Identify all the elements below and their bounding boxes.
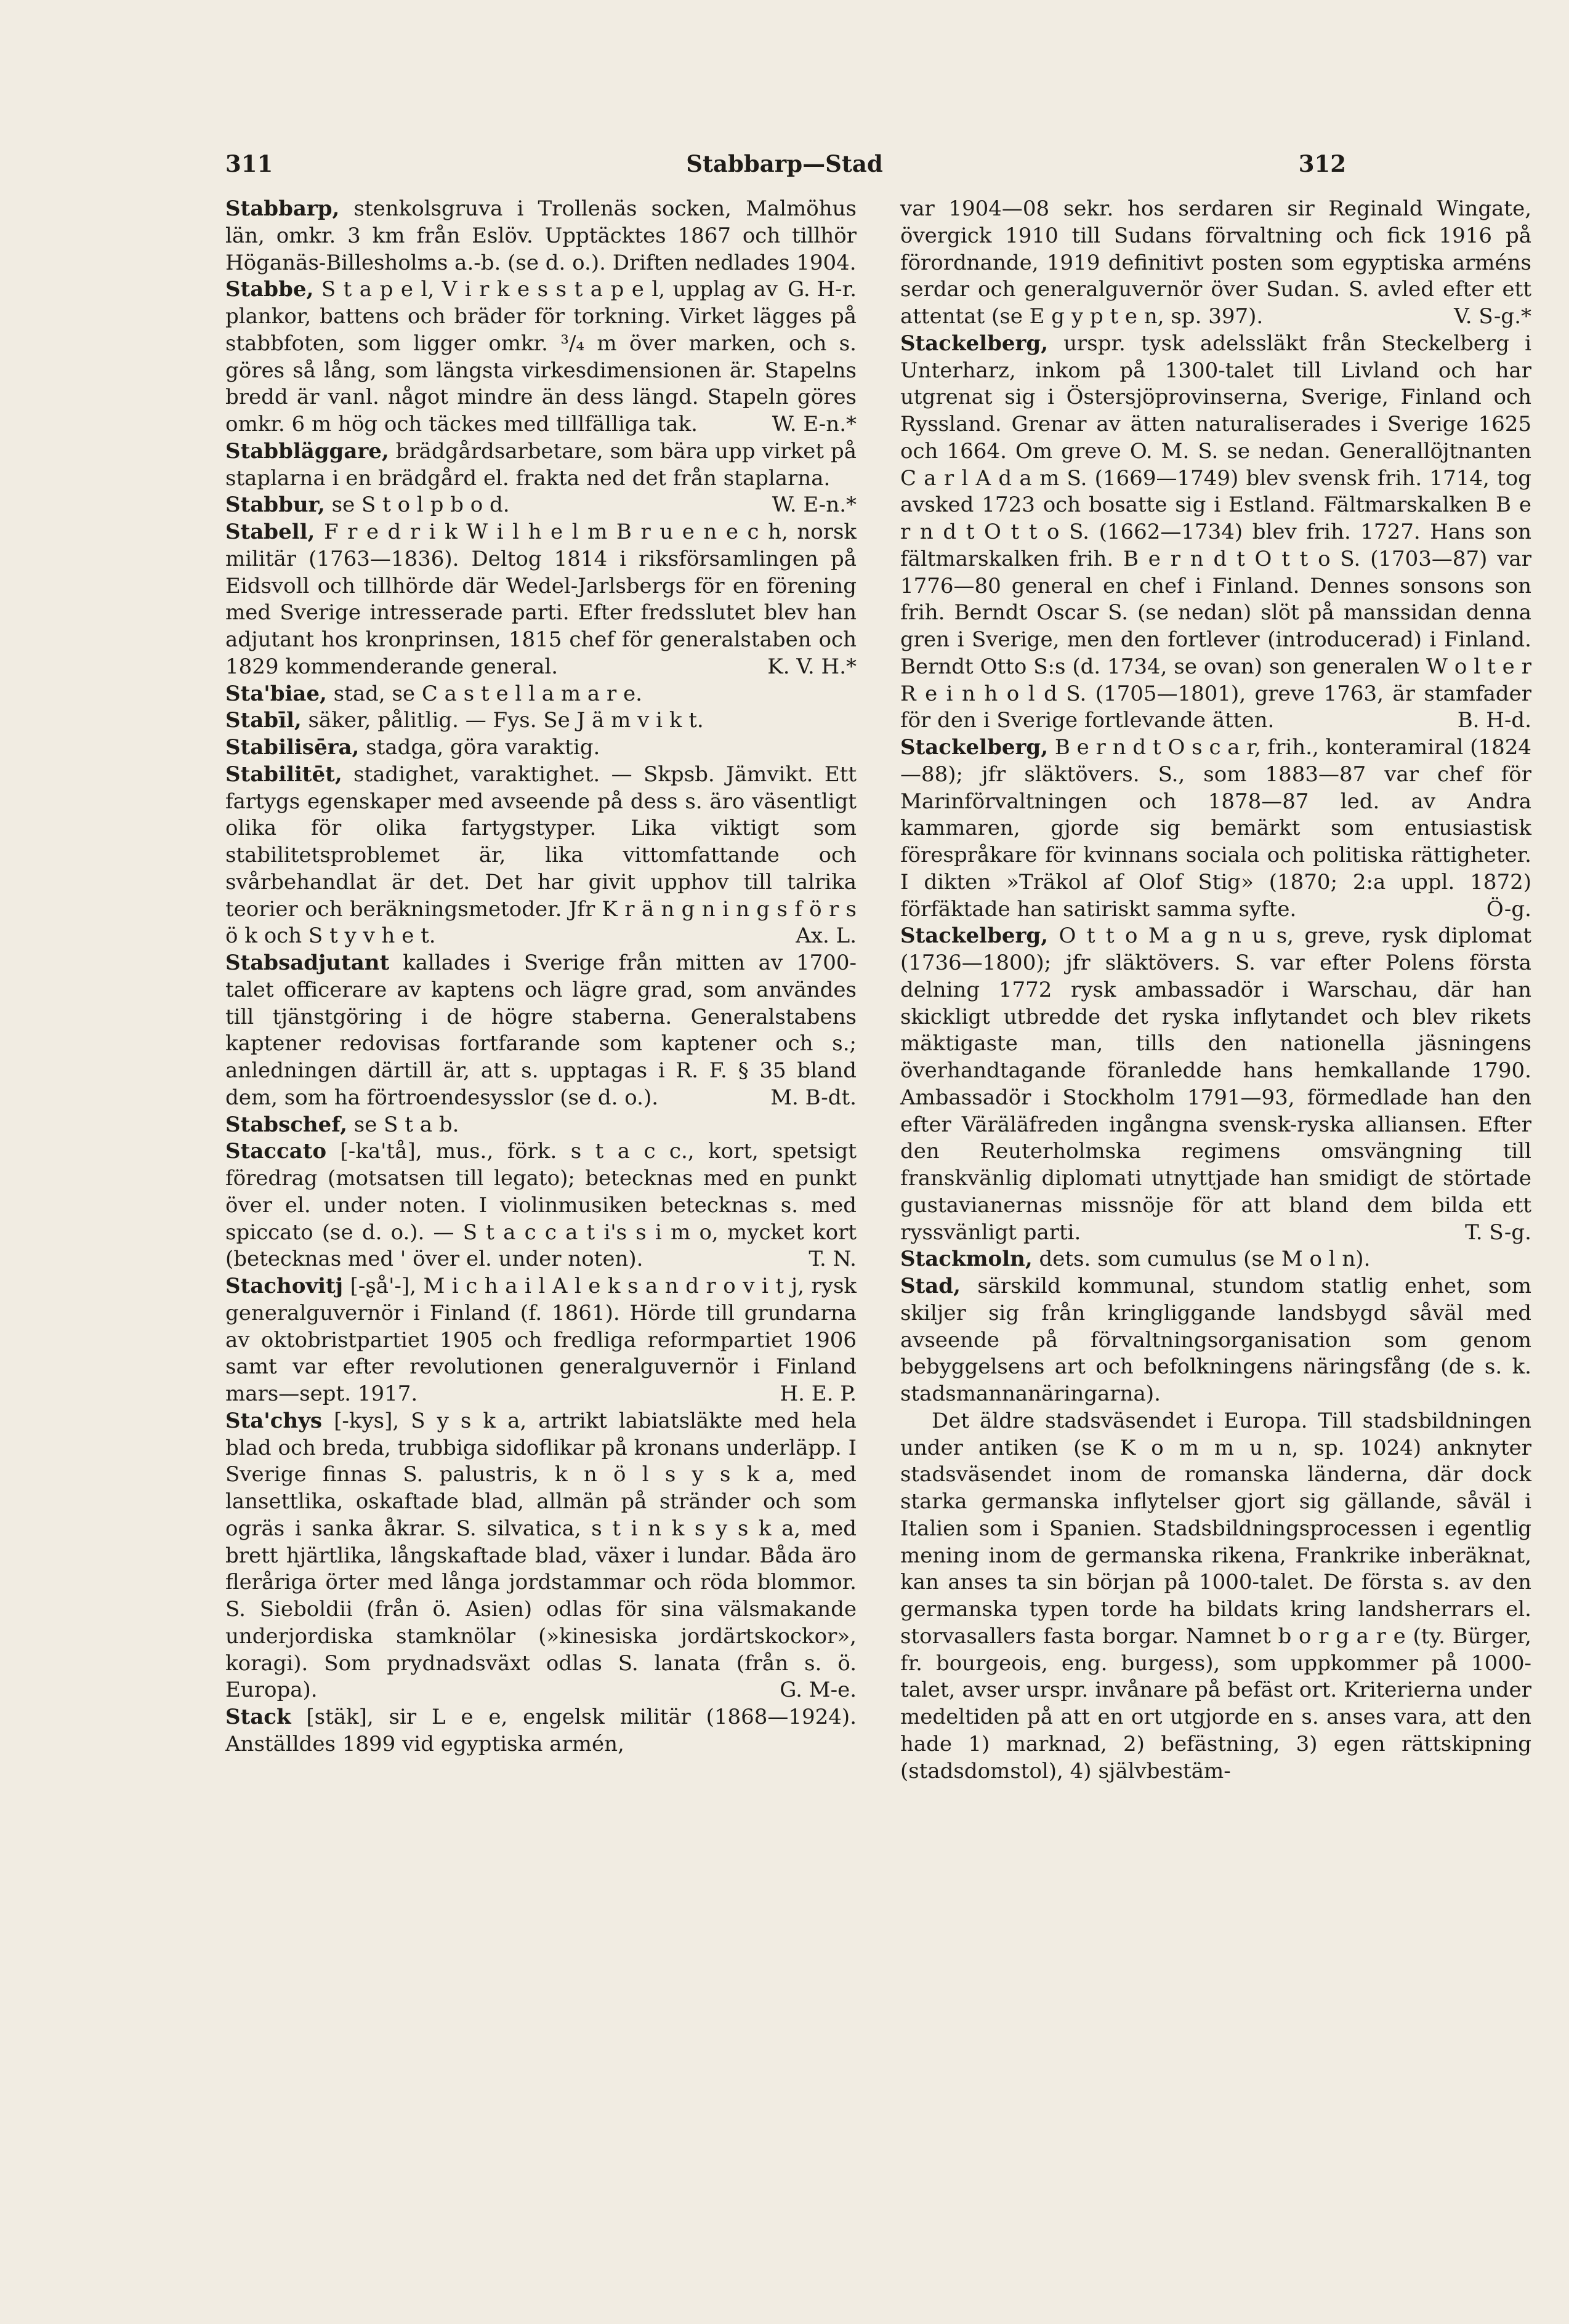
entry-stabsadjutant: Stabsadjutant kallades i Sverige från mitten av 1700-talet officerare av kaptens och lägre grad, som användes till tjänstgöring i de högre staberna. Generalstabens kaptener redovisas fortfarande som kaptener och s.; anledningen därtill är, att s. upptagas i R. F. § 35 bland dem, som ha förtroendesysslor (se d. o.). M. B-dt. [225, 951, 857, 1110]
entry-staccato: Staccato [-ka'tå], mus., förk. s t a c c., kort, spetsigt föredrag (motsatsen till legato); betecknas med en punkt över el. under noten. I violinmusiken betecknas s. med spiccato (se d. o.). — S t a c c a t i's s i m o, mycket kort (betecknas med ' över el. under noten). T. N. [225, 1139, 857, 1272]
entry-stackelberg-family: Stackelberg, urspr. tysk adelssläkt från Steckelberg i Unterharz, inkom på 1300-talet till Livland och har utgrenat sig i Östersjöprovinserna, Sverige, Finland och Ryssland. Grenar av ätten naturaliserades i Sverige 1625 och 1664. Om greve O. M. S. se nedan. Generallöjtnanten C a r l A d a m S. (1669—1749) blev svensk frih. 1714, tog avsked 1723 och bosatte sig i Estland. Fältmarskalken B e r n d t O t t o S. (1662—1734) blev frih. 1727. Hans son fältmarskalken frih. B e r n d t O t t o S. (1703—87) var 1776—80 general en chef i Finland. Dennes sonsons son frih. Berndt Oscar S. (se nedan) slöt på manssidan denna gren i Sverige, men den fortlever (introducerad) i Finland. Berndt Otto S:s (d. 1734, se ovan) son generalen W o l t e r R e i n h o l d S. (1705—1801), greve 1763, är stamfader för den i Sverige fortlevande ätten. B. H-d. [900, 331, 1532, 733]
entry-stabil: Stabīl, säker, pålitlig. — Fys. Se J ä m v i k t. [225, 708, 704, 733]
running-header [0, 150, 1569, 181]
left-column [225, 196, 857, 1758]
entry-stabblaggare: Stabbläggare, brädgårdsarbetare, som bära upp virket på staplarna i en brädgård el. frakta ned det från staplarna. W. E-n.* [225, 438, 857, 518]
entry-stabilitet: Stabilitēt, stadighet, varaktighet. — Skpsb. Jämvikt. Ett fartygs egenskaper med avseende på dess s. äro väsentligt olika för olika fartygstyper. Lika viktigt som stabilitetsproblemet är, lika vittomfattande och svårbehandlat är det. Det har givit upphov till talrika teorier och beräkningsmetoder. Jfr K r ä n g n i n g s f ö r s ö k och S t y v h e t. Ax. L. [225, 762, 857, 949]
entry-stackelberg-berndt-oscar: Stackelberg, B e r n d t O s c a r, frih., konteramiral (1824—88); jfr släktövers. S., som 1883—87 var chef för Marinförvaltningen och 1878—87 led. av Andra kammaren, gjorde sig bemärkt som entusiastisk förespråkare för kvinnans sociala och politiska rättigheter. I dikten »Träkol af Olof Stig» (1870; 2:a uppl. 1872) förfäktade han satiriskt samma syfte. Ö-g. [900, 735, 1531, 922]
entry-stackelberg-otto-magnus: Stackelberg, O t t o M a g n u s, greve, rysk diplomat (1736—1800); jfr släktövers. S. var efter Polens första delning 1772 rysk ambassadör i Warschau, där han skickligt utbredde det ryska inflytandet och blev rikets mäktigaste man, tills den nationella jäsningens överhandtagande föranledde hans hemkallande 1790. Ambassadör i Stockholm 1791—93, förmedlade han den efter Väräläfreden ingångna svensk-ryska alliansen. Efter den Reuterholmska regimens omsvängning till franskvänlig diplomati utnyttjade han smidigt de störtade gustavianernas missnöje för att bland dem bilda ett ryssvänligt parti. T. S-g. [900, 923, 1531, 1245]
entry-stack: Stack [stäk], sir L e e, engelsk militär (1868—1924). Anställdes 1899 vid egyptiska armén, [225, 1705, 857, 1756]
entry-stabell: Stabell, F r e d r i k W i l h e l m B r u e n e c h, norsk militär (1763—1836). Deltog 1814 i riksförsamlingen på Eidsvoll och tillhörde där Wedel-Jarlsbergs för en förening med Sverige intresserade parti. Efter fredsslutet blev han adjutant hos kronprinsen, 1815 chef för generalstaben och 1829 kommenderande general. K. V. H.* [225, 520, 857, 679]
entry-stabbur: Stabbur, se S t o l p b o d. [225, 493, 510, 518]
entry-stackmoln: Stackmoln, dets. som cumulus (se M o l n). [900, 1247, 1371, 1272]
entry-stachovitj: Stachovitj [-ʂå'-], M i c h a i l A l e k s a n d r o v i t j, rysk generalguvernör i Finland (f. 1861). Hörde till grundarna av oktobristpartiet 1905 och fredliga reformpartiet 1906 samt var efter revolutionen generalguvernör i Finland mars—sept. 1917. H. E. P. [225, 1274, 857, 1406]
entry-stachys: Sta'chys [-kys], S y s k a, artrikt labiatsläkte med hela blad och breda, trubbiga sidoflikar på kronans underläpp. I Sverige finnas S. palustris, k n ö l s y s k a, med lansettlika, oskaftade blad, allmän på stränder och som ogräs i sanka åkrar. S. silvatica, s t i n k s y s k a, med brett hjärtlika, långskaftade blad, växer i lundar. Båda äro fleråriga örter med långa jordstammar och röda blommor. S. Sieboldii (från ö. Asien) odlas för sina välsmakande underjordiska stamknölar (»kinesiska jordärtskockor», koragi). Som prydnadsväxt odlas S. lanata (från s. ö. Europa). G. M-e. [225, 1408, 857, 1703]
page-number-right: 312 [1298, 150, 1346, 177]
entry-stack-continued: var 1904—08 sekr. hos serdaren sir Reginald Wingate, övergick 1910 till Sudans förvaltning och fick 1916 på förordnande, 1919 definitivt posten som egyptiska arméns serdar och generalguvernör över Sudan. S. avled efter ett attentat (se E g y p t e n, sp. 397). V. S-g.* [900, 196, 1531, 329]
entry-stabschef: Stabschef, se S t a b. [225, 1112, 459, 1137]
right-column [900, 196, 1531, 1785]
entry-stabbe: Stabbe, S t a p e l, V i r k e s s t a p e l, upplag av plankor, battens och bräder för torkning. Virket lägges på stabbfoten, som ligger omkr. ³/₄ m över marken, och s. göres så lång, som längsta virkesdimensionen är. Stapelns bredd är vanl. något mindre än dess längd. Stapeln göres omkr. 6 m hög och täckes med tillfälliga tak. W. E-n.* [225, 277, 857, 436]
entry-stabiae: Sta'biae, stad, se C a s t e l l a m a r e. [225, 681, 642, 706]
page-number-left: 311 [225, 150, 273, 177]
page-title: Stabbarp—Stad [686, 150, 883, 177]
entry-stabbarp: Stabbarp, stenkolsgruva i Trollenäs socken, Malmöhus län, omkr. 3 km från Eslöv. Upptäcktes 1867 och tillhör Höganäs-Billesholms a.-b. (se d. o.). Driften nedlades 1904. G. H-r. [225, 196, 857, 302]
entry-stad: Stad, särskild kommunal, stundom statlig enhet, som skiljer sig från kringliggande landsbygd såväl med avseende på förvaltningsorganisation som genom bebyggelsens art och befolkningens näringsfång (de s. k. stadsmannanäringarna). [900, 1274, 1531, 1406]
entry-stad-europe: Det äldre stadsväsendet i Europa. Till stadsbildningen under antiken (se K o m m u n, sp. 1024) anknyter stadsväsendet inom de romanska länderna, där dock starka germanska inflytelser gjort sig gällande, såväl i Italien som i Spanien. Stadsbildningsprocessen i egentlig mening inom de germanska rikena, Frankrike inberäknat, kan anses ta sin början på 1000-talet. De första s. av den germanska typen torde ha bildats kring landsherrars el. storvasallers fasta borgar. Namnet b o r g a r e (ty. Bürger, fr. bourgeois, eng. burgess), som uppkommer på 1000-talet, avser urspr. invånare på befäst ort. Kriterierna under medeltiden på att en ort utgjorde en s. anses vara, att den hade 1) marknad, 2) befästning, 3) egen rättskipning (stadsdomstol), 4) självbestäm- [900, 1408, 1531, 1783]
entry-stabilisera: Stabilisēra, stadga, göra varaktig. [225, 735, 600, 760]
